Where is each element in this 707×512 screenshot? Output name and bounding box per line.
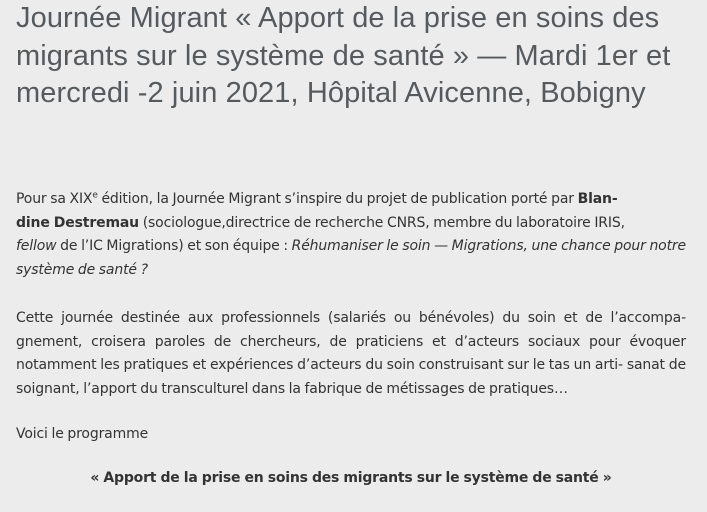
- intro-paragraph: [16, 188, 686, 282]
- intro-text-3: (sociologue,directrice de recherche CNRS, membre du laboratoire IRIS,: [139, 214, 625, 231]
- intro-text-2: édition, la Journée Migrant s’inspire du projet de publication porté par: [97, 191, 578, 207]
- book-title: Réhumaniser le soin — Migrations, une chance pour notre système de santé ?: [16, 238, 686, 278]
- article: [16, 0, 696, 486]
- intro-text-1: Pour sa XIX: [16, 191, 93, 207]
- ordinal-suffix: e: [92, 190, 98, 201]
- fellow-word: fellow: [16, 238, 57, 254]
- program-heading: « Apport de la prise en soins des migrants sur le système de santé »: [90, 470, 612, 486]
- author-name-part-2: dine Destremau: [16, 214, 139, 231]
- page-title: Journée Migrant « Apport de la prise en soins des migrants sur le système de santé » — Mardi 1er et mercredi -2 juin 2021, Hôpital Avicenne, Bobigny: [16, 2, 671, 109]
- description-paragraph: Cette journée destinée aux professionnels (salariés ou bénévoles) du soin et de l’accompa- gnement, croisera paroles de chercheurs, de praticiens et d’acteurs sociaux pour évoquer notamment les pratiques et expériences d’acteurs du soin construisant sur le tas un arti- sanat de soignant, l’apport du transculturel dans la fabrique de métissages de pratiques…: [16, 310, 686, 397]
- author-name-part-1: Blan-: [577, 191, 618, 207]
- program-intro: Voici le programme: [16, 426, 149, 442]
- intro-text-4: de l’IC Migrations) et son équipe :: [56, 238, 292, 254]
